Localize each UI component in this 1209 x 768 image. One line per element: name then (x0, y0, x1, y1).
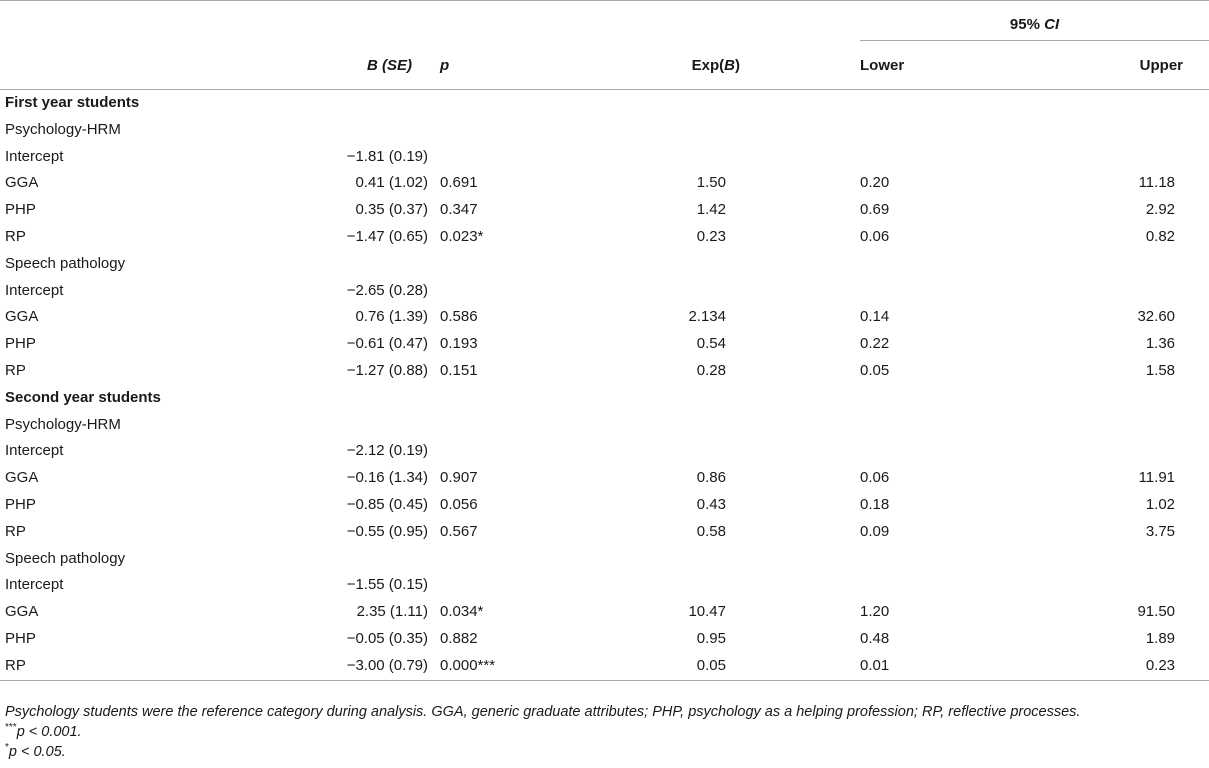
cell-ci-upper: 11.18 (1138, 174, 1176, 192)
cell-b-se: −3.00 (0.79) (300, 653, 440, 680)
cell-b-se: −2.12 (0.19) (346, 442, 428, 460)
cell-ci-lower: 0.18 (860, 495, 890, 513)
footnote-note: Psychology students were the reference category during analysis. GGA, generic graduate attributes; PHP, psychology as a helping profession; RP, reflective processes. (5, 704, 1081, 720)
cell-p-value: 0.000*** (440, 653, 660, 680)
cell-b-se: 0.41 (1.02) (355, 174, 428, 192)
cell-ci-upper: 0.82 (1145, 227, 1176, 245)
table-row (0, 572, 1209, 599)
cell-b-se: 0.76 (1.39) (355, 308, 428, 326)
table-row (0, 197, 1209, 224)
cell-p-value (440, 278, 660, 305)
cell-ci-lower (860, 438, 1020, 465)
cell-ci-lower: 0.01 (860, 653, 1020, 680)
subgroup-label: Psychology-HRM (5, 415, 121, 433)
subgroup-header-row (0, 117, 1209, 144)
cell-exp-b: 0.05 (660, 653, 860, 680)
ci-header: 95% CI (860, 1, 1209, 44)
cell-p-value: 0.034* (440, 603, 484, 621)
table-row (0, 626, 1209, 653)
group-header-row (0, 385, 1209, 412)
cell-ci-lower: 0.20 (860, 174, 890, 192)
table-body (0, 90, 1209, 681)
cell-ci-upper: 1.89 (1145, 629, 1176, 647)
row-label: RP (0, 653, 300, 680)
cell-ci-lower (860, 144, 1020, 171)
cell-p-value: 0.567 (440, 522, 478, 540)
cell-ci-lower (860, 278, 1020, 305)
subgroup-label: Speech pathology (5, 254, 126, 272)
cell-exp-b: 2.134 (688, 308, 726, 326)
cell-ci-upper: 2.92 (1145, 201, 1176, 219)
cell-ci-upper: 1.58 (1145, 361, 1176, 379)
row-label: PHP (5, 335, 36, 353)
row-label: GGA (5, 308, 39, 326)
cell-ci-upper (1020, 572, 1209, 599)
cell-b-se: −1.47 (0.65) (346, 227, 428, 245)
cell-ci-upper: 3.75 (1145, 522, 1176, 540)
cell-ci-upper: 11.91 (1138, 469, 1176, 487)
cell-exp-b (660, 572, 860, 599)
cell-ci-lower: 0.06 (860, 469, 890, 487)
table-row (0, 492, 1209, 519)
subgroup-header-row (0, 251, 1209, 278)
table-row (0, 599, 1209, 626)
cell-ci-upper: 91.50 (1137, 603, 1176, 621)
cell-ci-lower: 1.20 (860, 603, 890, 621)
cell-exp-b: 0.43 (696, 495, 726, 513)
cell-ci-lower: 0.09 (860, 522, 890, 540)
cell-p-value (440, 438, 660, 465)
row-label: PHP (5, 201, 36, 219)
cell-b-se: −1.81 (0.19) (346, 147, 428, 165)
group-label: First year students (5, 94, 140, 111)
footnote-p001: ***p < 0.001. (5, 722, 82, 740)
col-header-b-se: B (SE) (300, 43, 440, 90)
cell-ci-upper (1020, 144, 1209, 171)
cell-exp-b: 0.54 (696, 335, 726, 353)
cell-ci-upper: 1.36 (1145, 335, 1176, 353)
cell-exp-b: 0.86 (696, 469, 726, 487)
cell-b-se: −0.61 (0.47) (346, 335, 428, 353)
row-label: RP (5, 227, 26, 245)
table-row (0, 278, 1209, 305)
row-label: RP (5, 522, 26, 540)
group-header-row (0, 90, 1209, 117)
cell-p-value: 0.907 (440, 469, 478, 487)
table-row (0, 170, 1209, 197)
col-header-upper: Upper (1020, 43, 1209, 90)
cell-ci-lower: 0.22 (860, 335, 890, 353)
subgroup-header-row (0, 546, 1209, 573)
row-label: Intercept (5, 147, 64, 165)
table-row (0, 519, 1209, 546)
cell-exp-b: 1.42 (696, 201, 726, 219)
row-label: Intercept (5, 442, 64, 460)
cell-ci-lower: 0.05 (860, 361, 890, 379)
table-row (0, 653, 1209, 680)
cell-ci-lower (860, 572, 1020, 599)
cell-b-se: −0.16 (1.34) (346, 469, 428, 487)
subgroup-label: Speech pathology (5, 549, 126, 567)
cell-b-se: 2.35 (1.11) (356, 603, 428, 621)
cell-b-se: −0.85 (0.45) (346, 495, 428, 513)
cell-ci-lower: 0.06 (860, 227, 890, 245)
cell-ci-upper (1020, 438, 1209, 465)
cell-b-se: −1.27 (0.88) (346, 361, 428, 379)
cell-exp-b: 0.95 (696, 629, 726, 647)
row-label: PHP (5, 495, 36, 513)
row-label: GGA (5, 469, 39, 487)
cell-p-value: 0.691 (440, 174, 478, 192)
cell-p-value: 0.586 (440, 308, 478, 326)
col-header-p: p (440, 43, 660, 90)
row-label: Intercept (5, 281, 64, 299)
group-label: Second year students (5, 388, 161, 406)
table-row (0, 144, 1209, 171)
cell-b-se: −1.55 (0.15) (346, 576, 428, 594)
cell-p-value: 0.193 (440, 335, 478, 353)
cell-b-se: 0.35 (0.37) (355, 201, 428, 219)
row-label: PHP (5, 629, 36, 647)
cell-ci-upper: 0.23 (1020, 653, 1209, 680)
table-row (0, 331, 1209, 358)
table-row (0, 304, 1209, 331)
cell-ci-lower: 0.48 (860, 629, 890, 647)
cell-exp-b: 0.28 (696, 361, 726, 379)
footnote-p005: *p < 0.05. (5, 742, 66, 760)
cell-ci-upper: 1.02 (1145, 495, 1176, 513)
cell-ci-upper (1020, 278, 1209, 305)
col-header-lower: Lower (860, 43, 1020, 90)
cell-exp-b (660, 144, 860, 171)
row-label: Intercept (5, 576, 64, 594)
row-label: GGA (5, 603, 39, 621)
cell-b-se: −2.65 (0.28) (346, 281, 428, 299)
cell-exp-b: 0.23 (696, 227, 726, 245)
cell-ci-lower: 0.14 (860, 308, 890, 326)
col-header-exp-b: Exp(B) (660, 43, 860, 90)
cell-p-value (440, 572, 660, 599)
cell-b-se: −0.05 (0.35) (346, 629, 428, 647)
cell-p-value: 0.347 (440, 201, 478, 219)
cell-b-se: −0.55 (0.95) (346, 522, 428, 540)
row-label: GGA (5, 174, 39, 192)
cell-exp-b (660, 278, 860, 305)
cell-ci-lower: 0.69 (860, 201, 890, 219)
table-row (0, 358, 1209, 385)
cell-exp-b (660, 438, 860, 465)
cell-p-value (440, 144, 660, 171)
table-row (0, 438, 1209, 465)
table-footnotes (5, 702, 1080, 762)
cell-p-value: 0.056 (440, 495, 478, 513)
cell-p-value: 0.151 (440, 361, 478, 379)
table-row (0, 224, 1209, 251)
cell-exp-b: 1.50 (696, 174, 726, 192)
cell-exp-b: 0.58 (696, 522, 726, 540)
subgroup-header-row (0, 412, 1209, 439)
table-row (0, 465, 1209, 492)
cell-ci-upper: 32.60 (1137, 308, 1176, 326)
row-label: RP (5, 361, 26, 379)
cell-exp-b: 10.47 (688, 603, 726, 621)
subgroup-label: Psychology-HRM (5, 120, 121, 138)
cell-p-value: 0.882 (440, 629, 478, 647)
table-header (0, 1, 1209, 90)
cell-p-value: 0.023* (440, 227, 484, 245)
